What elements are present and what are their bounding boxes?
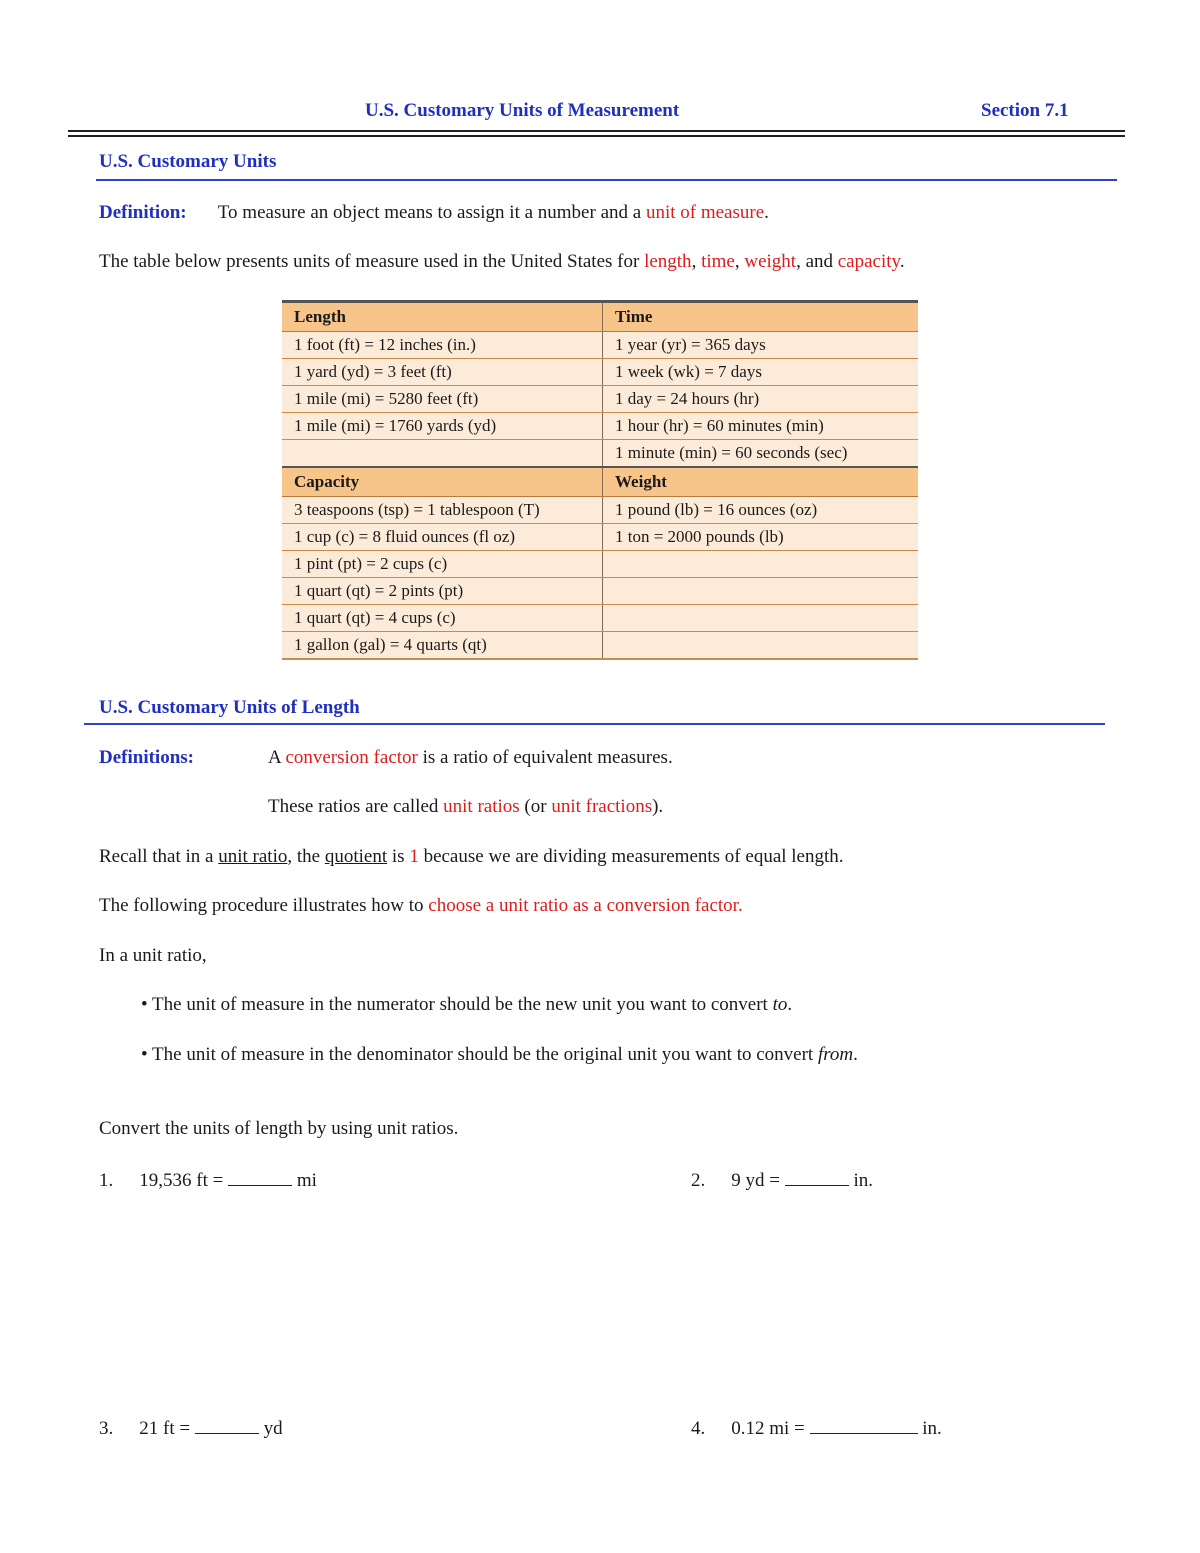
- problem-expression: 0.12 mi =: [731, 1418, 810, 1439]
- problem-number: 1.: [99, 1170, 114, 1191]
- recall-underline: unit ratio: [218, 846, 288, 867]
- intro-sep: ,: [691, 251, 702, 272]
- table-cell: 3 teaspoons (tsp) = 1 tablespoon (T): [282, 497, 603, 524]
- problem-3: [99, 1415, 283, 1441]
- problem-1: [99, 1167, 317, 1193]
- recall-text: , the: [287, 846, 325, 867]
- section-heading-length: U.S. Customary Units of Length: [99, 697, 360, 718]
- definition-end: .: [764, 202, 769, 223]
- answer-blank[interactable]: [228, 1167, 292, 1186]
- def-highlight: unit fractions: [551, 796, 653, 817]
- recall-underline: quotient: [324, 846, 388, 867]
- def-highlight: unit ratios: [443, 796, 520, 817]
- bullet-numerator: [141, 993, 792, 1017]
- intro-sep: ,: [734, 251, 745, 272]
- definition-line: [99, 201, 769, 225]
- bullet-end: .: [787, 994, 793, 1015]
- def-text: (or: [519, 796, 552, 817]
- header-rule-bottom: [68, 135, 1125, 137]
- table-cell: [603, 605, 919, 632]
- table-row: [282, 440, 918, 468]
- definition-text: To measure an object means to assign it a number and a: [217, 202, 646, 223]
- problem-unit: in.: [917, 1418, 942, 1439]
- bullet-italic: from: [817, 1044, 854, 1065]
- problem-number: 2.: [691, 1170, 706, 1191]
- table-intro: [99, 250, 905, 274]
- units-table: [282, 300, 918, 660]
- section-number: Section 7.1: [981, 100, 1069, 121]
- table-cell: 1 gallon (gal) = 4 quarts (qt): [282, 632, 603, 660]
- definition-label: Definition:: [99, 202, 187, 223]
- table-cell: 1 mile (mi) = 5280 feet (ft): [282, 386, 603, 413]
- table-header-weight: Weight: [603, 467, 919, 497]
- table-cell: 1 quart (qt) = 2 pints (pt): [282, 578, 603, 605]
- problem-number: 3.: [99, 1418, 114, 1439]
- problem-expression: 21 ft =: [139, 1418, 195, 1439]
- recall-paragraph: [99, 845, 844, 869]
- procedure-highlight: choose a unit ratio as a conversion factor.: [428, 895, 743, 916]
- table-row: [282, 551, 918, 578]
- problem-unit: in.: [848, 1170, 873, 1191]
- definition-conversion-factor: [268, 746, 673, 770]
- table-cell: 1 week (wk) = 7 days: [603, 359, 919, 386]
- table-cell: [282, 440, 603, 468]
- intro-sep: , and: [796, 251, 838, 272]
- bullet-italic: to: [772, 994, 788, 1015]
- recall-highlight: 1: [409, 846, 419, 867]
- definitions-label: Definitions:: [99, 747, 194, 768]
- table-cell: 1 year (yr) = 365 days: [603, 332, 919, 359]
- problem-number: 4.: [691, 1418, 706, 1439]
- def-text: These ratios are called: [268, 796, 444, 817]
- table-cell: 1 hour (hr) = 60 minutes (min): [603, 413, 919, 440]
- table-row: [282, 413, 918, 440]
- definition-unit-ratios: [268, 795, 663, 819]
- table-header-row: [282, 467, 918, 497]
- problem-unit: mi: [292, 1170, 317, 1191]
- intro-capacity: capacity: [837, 251, 900, 272]
- table-cell: 1 foot (ft) = 12 inches (in.): [282, 332, 603, 359]
- table-cell: 1 pound (lb) = 16 ounces (oz): [603, 497, 919, 524]
- answer-blank[interactable]: [785, 1167, 849, 1186]
- table-cell: [603, 632, 919, 660]
- definition-highlight: unit of measure: [645, 202, 765, 223]
- table-row: [282, 332, 918, 359]
- table-cell: 1 pint (pt) = 2 cups (c): [282, 551, 603, 578]
- table-cell: [603, 551, 919, 578]
- recall-text: Recall that in a: [99, 846, 219, 867]
- bullet-text: • The unit of measure in the denominator should be the original unit you want to convert: [141, 1044, 818, 1065]
- recall-text: is: [387, 846, 410, 867]
- bullet-text: • The unit of measure in the numerator should be the new unit you want to convert: [141, 994, 773, 1015]
- in-unit-ratio: In a unit ratio,: [99, 945, 207, 966]
- problem-2: [691, 1167, 873, 1193]
- section-rule: [96, 179, 1117, 181]
- table-cell: 1 yard (yd) = 3 feet (ft): [282, 359, 603, 386]
- table-row: [282, 524, 918, 551]
- table-cell: 1 ton = 2000 pounds (lb): [603, 524, 919, 551]
- table-row: [282, 632, 918, 660]
- procedure-text: The following procedure illustrates how to: [99, 895, 429, 916]
- section-heading-customary-units: U.S. Customary Units: [99, 151, 277, 172]
- def-highlight: conversion factor: [285, 747, 418, 768]
- problem-unit: yd: [258, 1418, 283, 1439]
- convert-instruction: Convert the units of length by using unit ratios.: [99, 1118, 459, 1139]
- header-rule-top: [68, 130, 1125, 132]
- problem-4: [691, 1415, 942, 1441]
- intro-length: length: [644, 251, 692, 272]
- table-row: [282, 386, 918, 413]
- intro-text: The table below presents units of measure used in the United States for: [99, 251, 645, 272]
- table-header-time: Time: [603, 302, 919, 332]
- answer-blank[interactable]: [195, 1415, 259, 1434]
- problem-expression: 19,536 ft =: [139, 1170, 229, 1191]
- answer-blank[interactable]: [810, 1415, 918, 1434]
- recall-text: because we are dividing measurements of equal length.: [418, 846, 844, 867]
- table-header-length: Length: [282, 302, 603, 332]
- table-row: [282, 359, 918, 386]
- intro-time: time: [701, 251, 735, 272]
- table-row: [282, 605, 918, 632]
- page-title: U.S. Customary Units of Measurement: [365, 100, 680, 121]
- table-cell: 1 quart (qt) = 4 cups (c): [282, 605, 603, 632]
- table-row: [282, 578, 918, 605]
- procedure-paragraph: [99, 894, 743, 918]
- table-header-capacity: Capacity: [282, 467, 603, 497]
- problem-expression: 9 yd =: [731, 1170, 785, 1191]
- table-row: [282, 497, 918, 524]
- section-rule: [84, 723, 1105, 725]
- table-cell: 1 minute (min) = 60 seconds (sec): [603, 440, 919, 468]
- def-text: is a ratio of equivalent measures.: [417, 747, 673, 768]
- table-header-row: [282, 302, 918, 332]
- def-text: A: [268, 747, 286, 768]
- table-cell: [603, 578, 919, 605]
- intro-weight: weight: [744, 251, 797, 272]
- table-cell: 1 mile (mi) = 1760 yards (yd): [282, 413, 603, 440]
- table-cell: 1 day = 24 hours (hr): [603, 386, 919, 413]
- bullet-denominator: [141, 1043, 858, 1067]
- intro-end: .: [899, 251, 905, 272]
- bullet-end: .: [853, 1044, 858, 1065]
- def-text: ).: [652, 796, 664, 817]
- table-cell: 1 cup (c) = 8 fluid ounces (fl oz): [282, 524, 603, 551]
